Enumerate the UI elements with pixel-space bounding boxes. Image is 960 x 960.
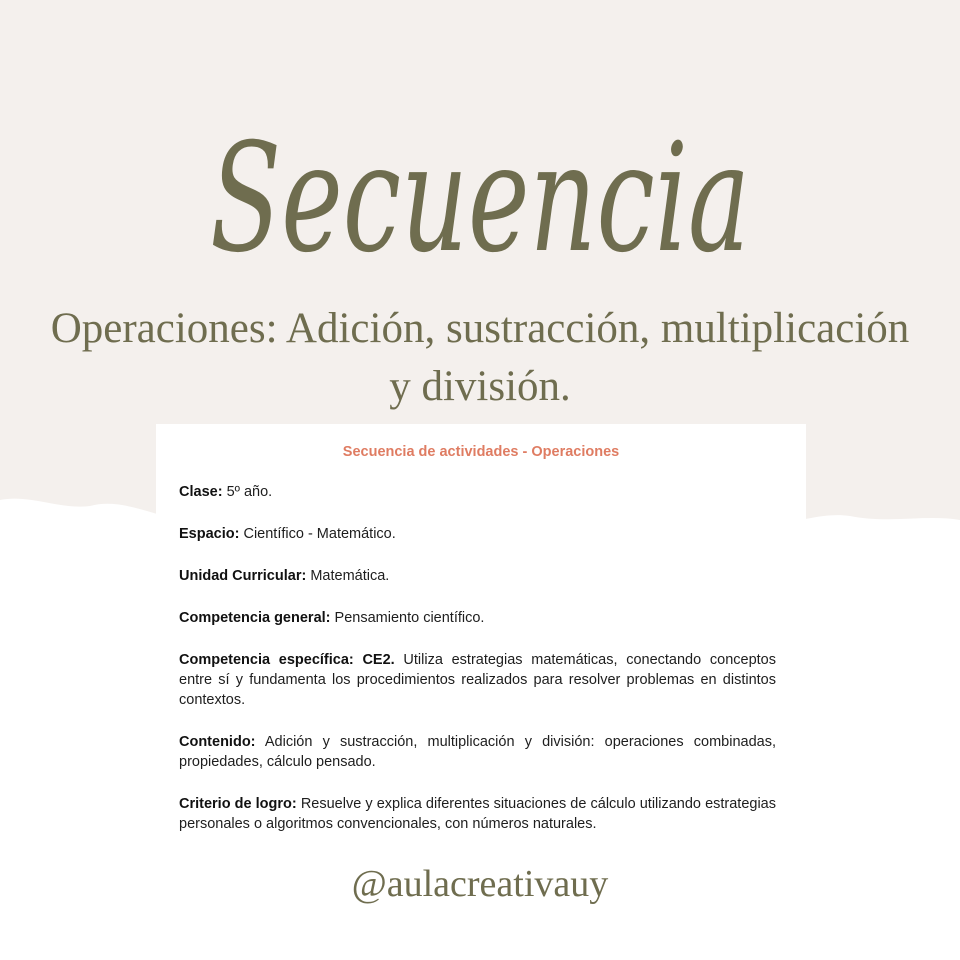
field-label: Competencia general: bbox=[179, 610, 331, 626]
social-handle: @aulacreativauy bbox=[351, 863, 609, 905]
subtitle-line-2: y división. bbox=[389, 363, 571, 410]
field-clase bbox=[179, 482, 776, 502]
field-value: Pensamiento científico. bbox=[334, 610, 485, 626]
field-competencia-especifica bbox=[179, 650, 776, 710]
field-criterio-de-logro bbox=[179, 794, 776, 834]
script-title-text: Secuencia bbox=[210, 112, 750, 286]
field-value: 5º año. bbox=[226, 484, 273, 500]
field-competencia-general bbox=[179, 608, 776, 628]
field-espacio bbox=[179, 524, 776, 544]
field-value: Matemática. bbox=[310, 568, 390, 584]
script-title bbox=[0, 45, 960, 335]
field-list bbox=[179, 482, 776, 834]
field-value: Utiliza estrategias matemáticas, conectando conceptos entre sí y fundamenta los procedimientos realizados para resolver problemas en distintos contextos. bbox=[179, 652, 776, 708]
document-title: Secuencia de actividades - Operaciones bbox=[342, 444, 620, 460]
field-label: Competencia específica: CE2. bbox=[179, 652, 395, 668]
field-value: Adición y sustracción, multiplicación y división: operaciones combinadas, propiedades, cálculo pensado. bbox=[179, 734, 776, 770]
field-label: Unidad Curricular: bbox=[179, 568, 307, 584]
subtitle bbox=[0, 300, 960, 416]
field-contenido bbox=[179, 732, 776, 772]
field-label: Espacio: bbox=[179, 526, 240, 542]
field-label: Criterio de logro: bbox=[179, 796, 297, 812]
field-label: Clase: bbox=[179, 484, 223, 500]
field-unidad-curricular bbox=[179, 566, 776, 586]
field-label: Contenido: bbox=[179, 734, 256, 750]
subtitle-line-1: Operaciones: Adición, sustracción, multiplicación bbox=[50, 305, 910, 352]
field-value: Resuelve y explica diferentes situaciones de cálculo utilizando estrategias personales o algoritmos convencionales, con números naturales. bbox=[179, 796, 777, 832]
field-value: Científico - Matemático. bbox=[243, 526, 396, 542]
document-card bbox=[156, 424, 806, 866]
